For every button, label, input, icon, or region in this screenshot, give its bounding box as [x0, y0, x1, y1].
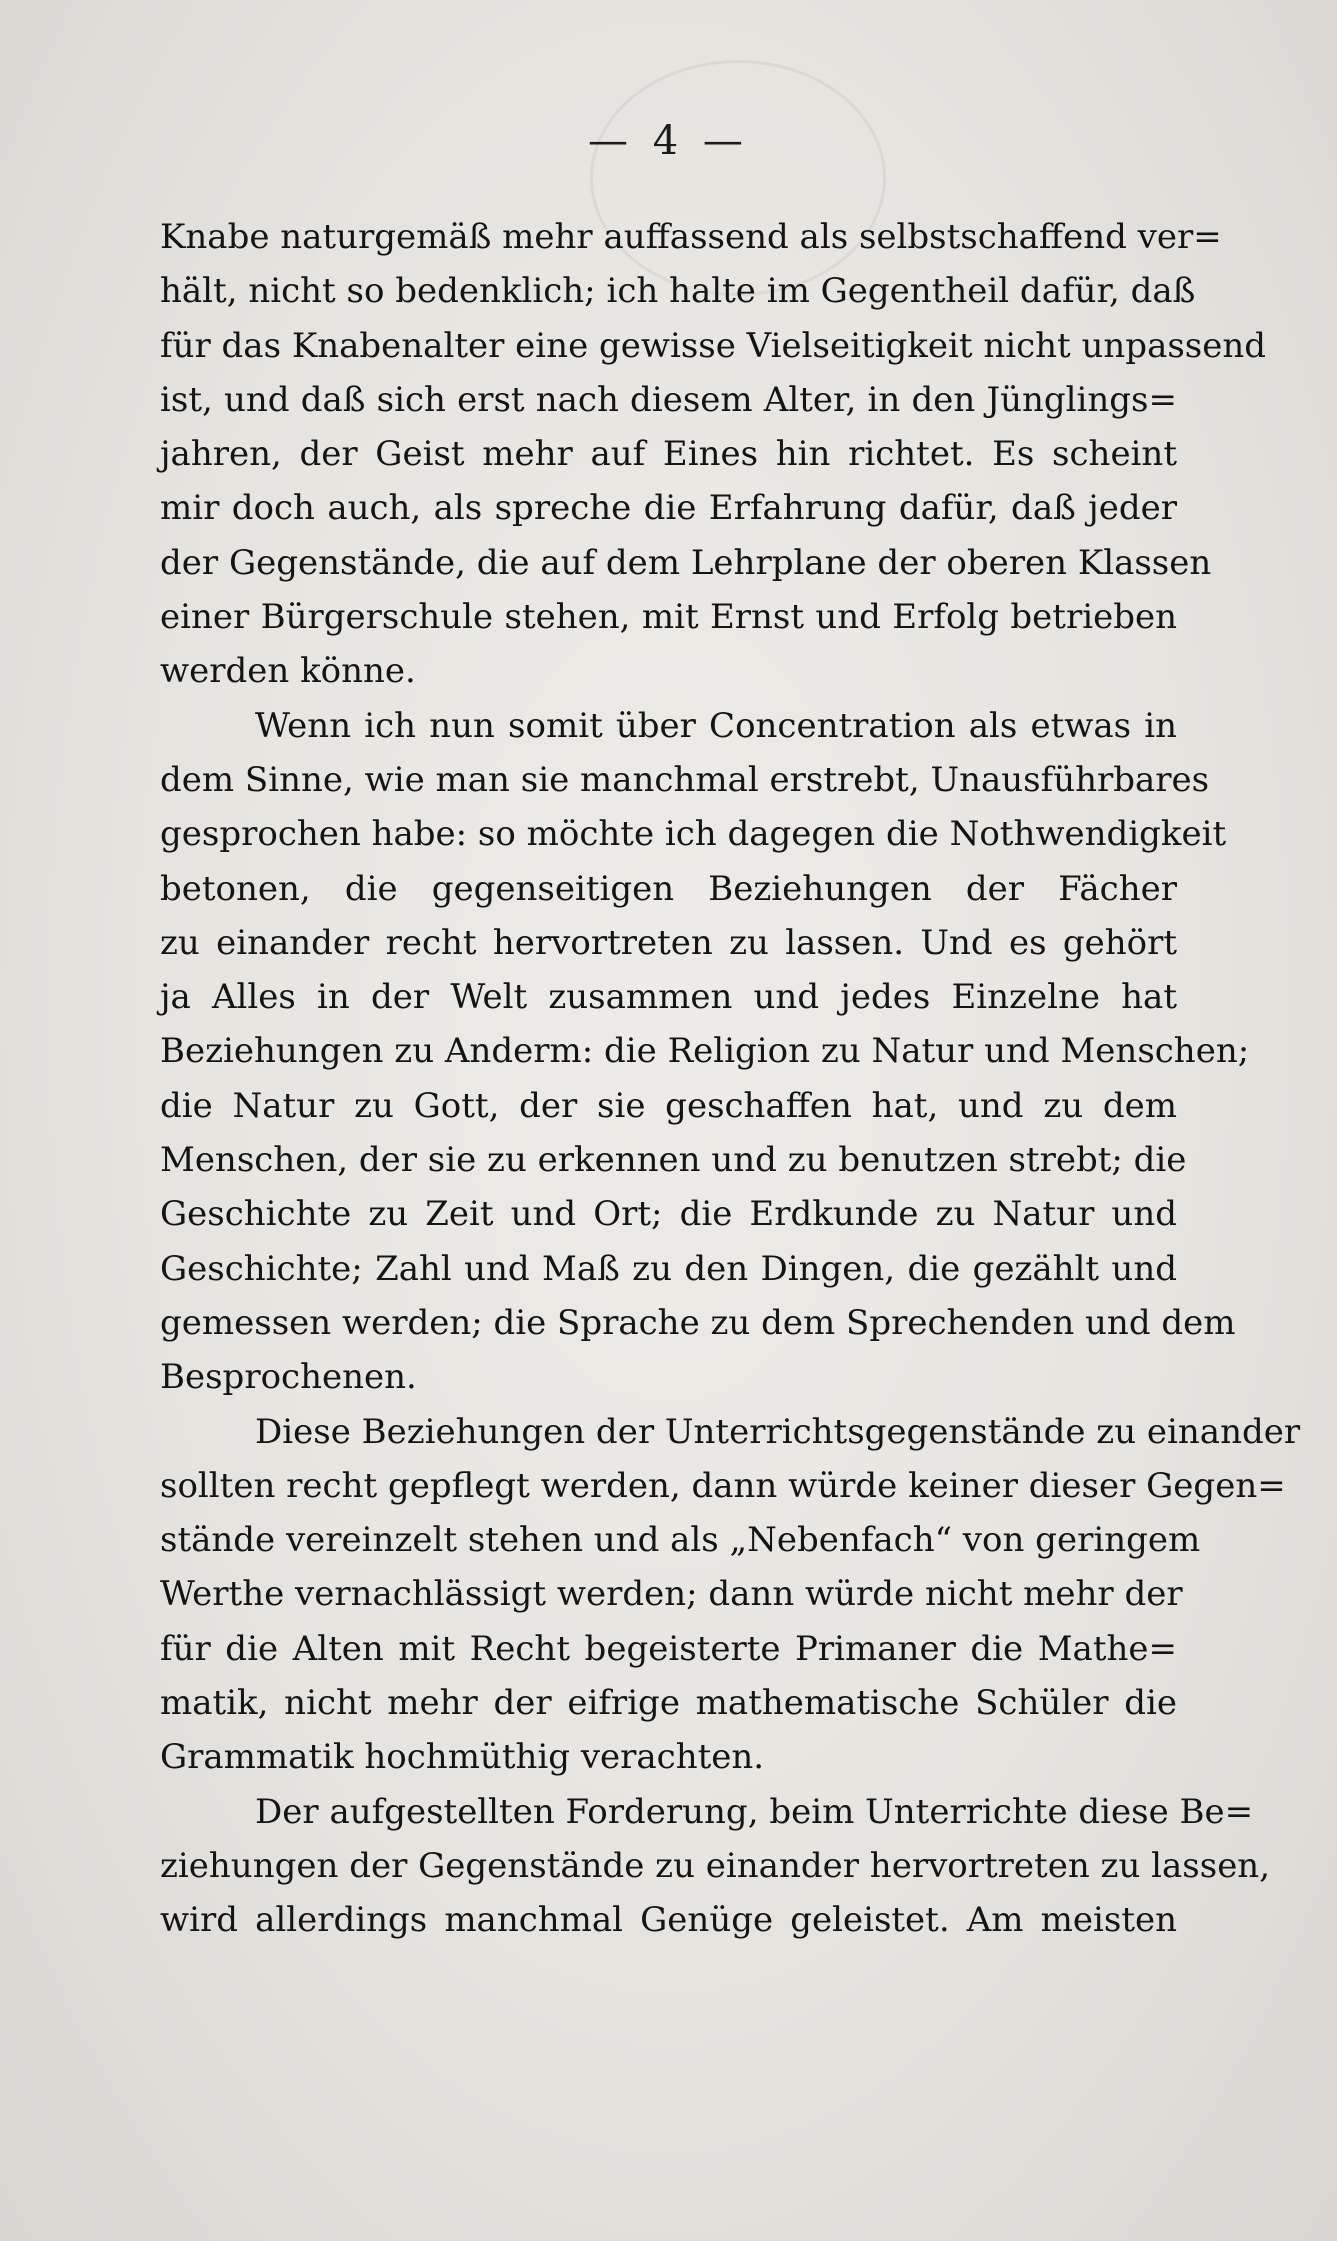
text-line: zu einander recht hervortreten zu lassen. Und es gehört	[160, 922, 1177, 963]
text-line: mir doch auch, als spreche die Erfahrung dafür, daß jeder	[160, 488, 1177, 529]
text-line: die Natur zu Gott, der sie geschaffen hat, und zu dem	[160, 1085, 1177, 1126]
text-line: ist, und daß sich erst nach diesem Alter, in den Jünglings=	[160, 379, 1177, 420]
text-line: Grammatik hochmüthig verachten.	[160, 1737, 765, 1778]
text-line: Geschichte; Zahl und Maß zu den Dingen, die gezählt und	[160, 1248, 1177, 1289]
text-line: gesprochen habe: so möchte ich dagegen die Nothwendigkeit	[160, 814, 1227, 855]
text-line: Geschichte zu Zeit und Ort; die Erdkunde zu Natur und	[160, 1194, 1177, 1235]
text-line: jahren, der Geist mehr auf Eines hin richtet. Es scheint	[160, 434, 1177, 475]
text-line: stände vereinzelt stehen und als „Nebenfach“ von geringem	[160, 1520, 1201, 1561]
paragraph-start-line: Diese Beziehungen der Unterrichtsgegenstände zu einander	[255, 1411, 1301, 1452]
text-line: betonen, die gegenseitigen Beziehungen der Fächer	[160, 868, 1177, 909]
text-line: gemessen werden; die Sprache zu dem Sprechenden und dem	[160, 1302, 1236, 1343]
paragraph-start-line: Wenn ich nun somit über Concentration als etwas in	[255, 705, 1177, 746]
page-number: — 4 —	[588, 118, 749, 164]
text-line: Werthe vernachlässigt werden; dann würde nicht mehr der	[160, 1574, 1183, 1615]
text-line: dem Sinne, wie man sie manchmal erstrebt, Unausführbares	[160, 759, 1210, 800]
text-line: Besprochenen.	[160, 1357, 417, 1398]
text-line: für die Alten mit Recht begeisterte Primaner die Mathe=	[160, 1628, 1177, 1669]
text-line: matik, nicht mehr der eifrige mathematische Schüler die	[160, 1683, 1177, 1724]
text-line: wird allerdings manchmal Genüge geleistet. Am meisten	[160, 1900, 1177, 1941]
text-line: sollten recht gepflegt werden, dann würde keiner dieser Gegen=	[160, 1465, 1286, 1506]
body-text	[160, 210, 1301, 1948]
text-line: ja Alles in der Welt zusammen und jedes Einzelne hat	[160, 977, 1177, 1018]
text-line: hält, nicht so bedenklich; ich halte im Gegentheil dafür, daß	[160, 271, 1196, 312]
text-line: Beziehungen zu Anderm: die Religion zu Natur und Menschen;	[160, 1031, 1250, 1072]
text-line: für das Knabenalter eine gewisse Vielseitigkeit nicht unpassend	[160, 325, 1267, 366]
text-line: Knabe naturgemäß mehr auffassend als selbstschaffend ver=	[160, 217, 1222, 257]
paragraph-start-line: Der aufgestellten Forderung, beim Unterrichte diese Be=	[255, 1791, 1254, 1832]
text-line: der Gegenstände, die auf dem Lehrplane der oberen Klassen	[160, 542, 1212, 583]
text-line: einer Bürgerschule stehen, mit Ernst und Erfolg betrieben	[160, 597, 1177, 638]
text-line: Menschen, der sie zu erkennen und zu benutzen strebt; die	[160, 1140, 1187, 1181]
text-line: werden könne.	[160, 651, 416, 692]
text-line: ziehungen der Gegenstände zu einander hervortreten zu lassen,	[160, 1845, 1271, 1886]
